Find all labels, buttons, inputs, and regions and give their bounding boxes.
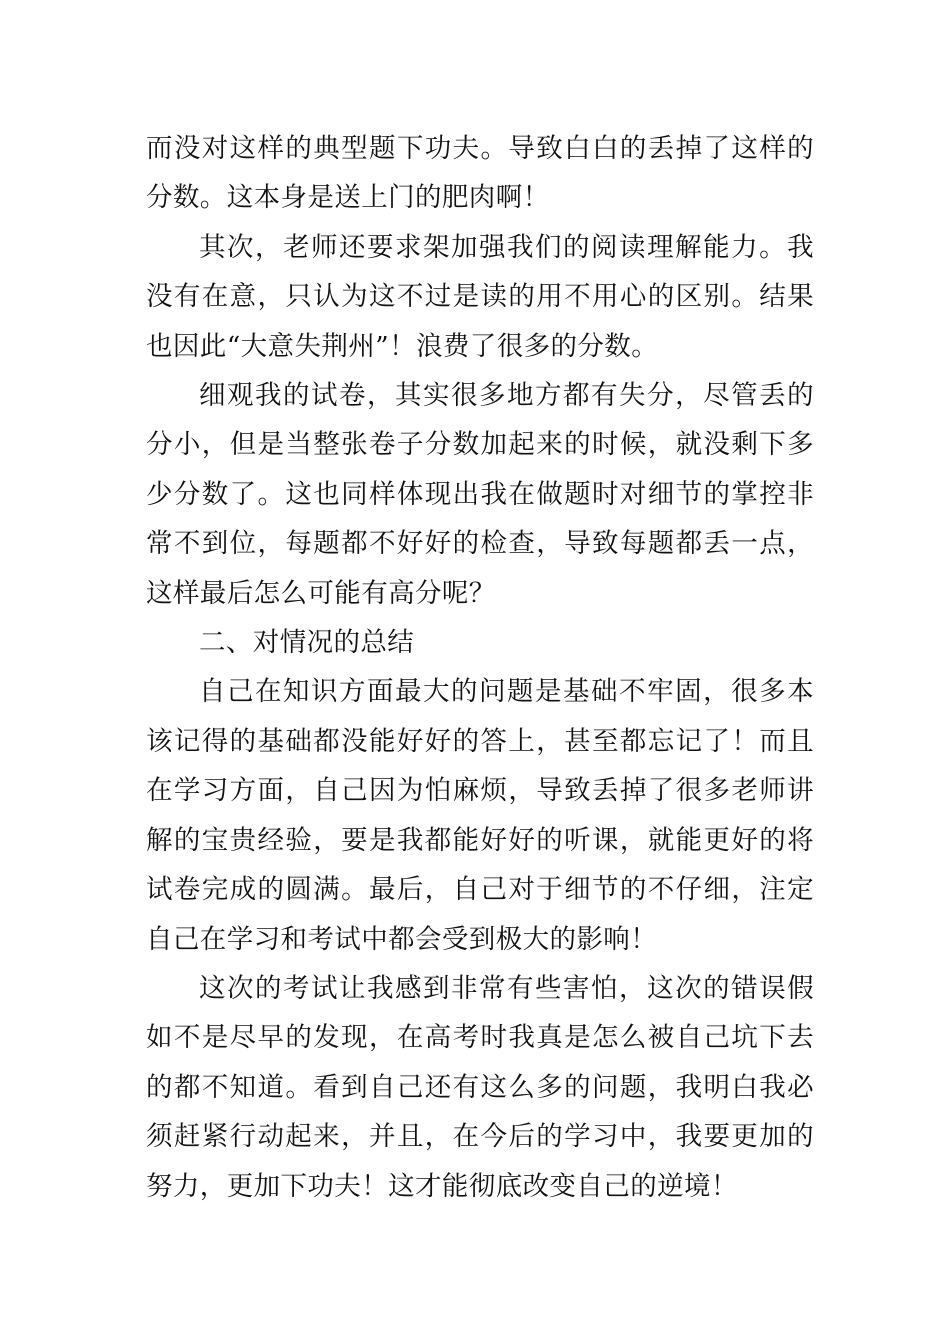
section-heading-summary: 二、对情况的总结 [199,627,415,659]
paragraph-test-paper-review: 细观我的试卷，其实很多地方都有失分，尽管丢的分小，但是当整张卷子分数加起来的时候，就没剩下多少分数了。这也同样体现出我在做题时对细节的掌控非常不到位，每题都不好好的检查，导致每题都丢一点，这样最后怎么可能有高分呢？ [146,380,814,609]
paragraph-resolution: 这次的考试让我感到非常有些害怕，这次的错误假如不是尽早的发现，在高考时我真是怎么被自己坑下去的都不知道。看到自己还有这么多的问题，我明白我必须赶紧行动起来，并且，在今后的学习中，我要更加的努力，更加下功夫！这才能彻底改变自己的逆境！ [146,972,814,1202]
document-body [146,124,814,1211]
paragraph-knowledge-problems: 自己在知识方面最大的问题是基础不牢固，很多本该记得的基础都没能好好的答上，甚至都忘记了！而且在学习方面，自己因为怕麻烦，导致丢掉了很多老师讲解的宝贵经验，要是我都能好好的听课，就能更好的将试卷完成的圆满。最后，自己对于细节的不仔细，注定自己在学习和考试中都会受到极大的影响！ [146,676,814,955]
paragraph-continuation: 而没对这样的典型题下功夫。导致白白的丢掉了这样的分数。这本身是送上门的肥肉啊！ [146,133,814,214]
paragraph-reading-comprehension: 其次，老师还要求架加强我们的阅读理解能力。我没有在意，只认为这不过是读的用不用心的区别。结果也因此“大意失荆州”！浪费了很多的分数。 [146,231,814,362]
